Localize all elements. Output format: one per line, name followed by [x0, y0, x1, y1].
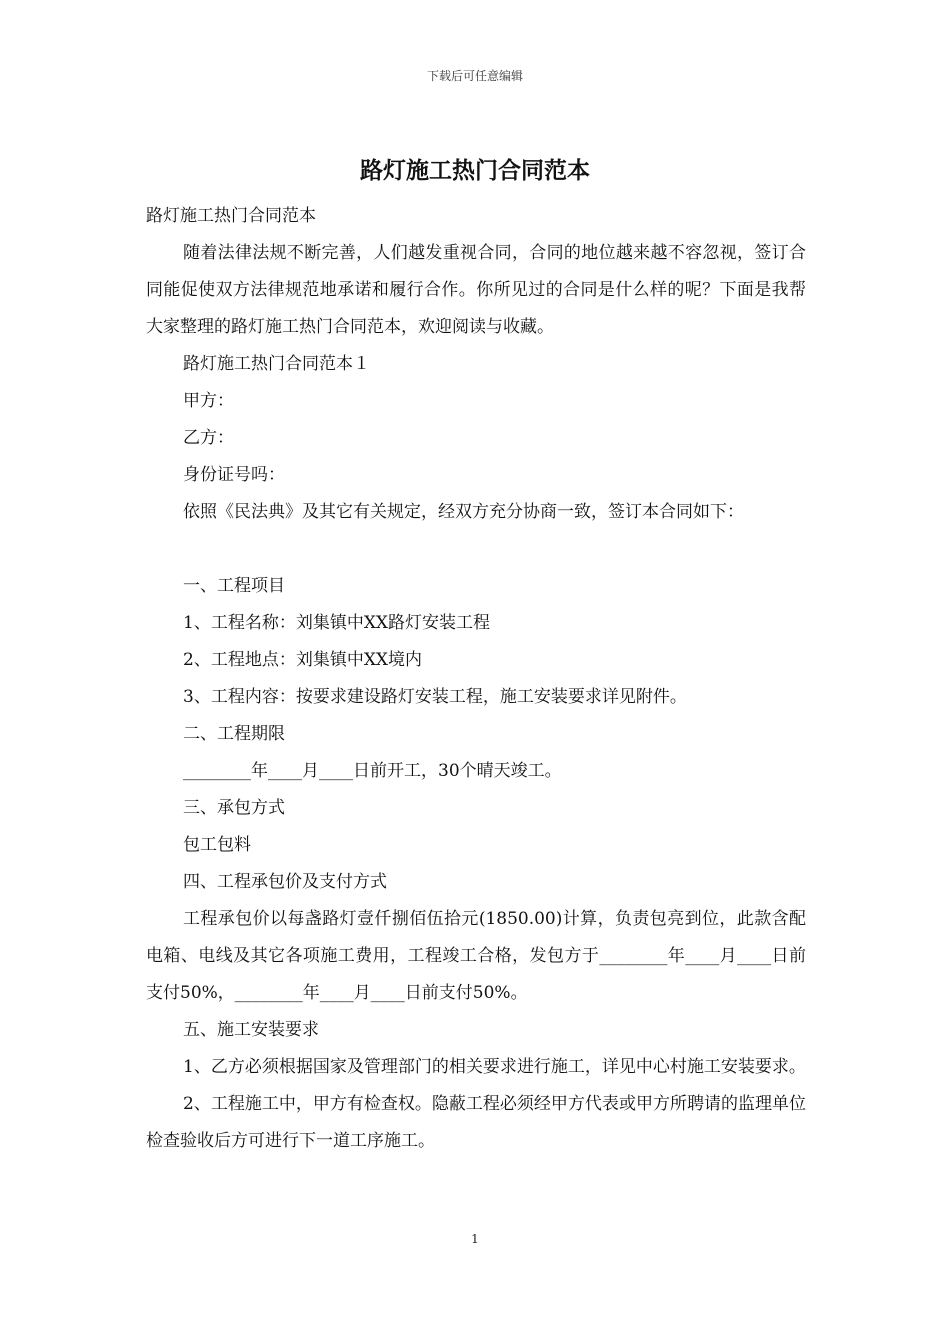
project-name-item: 1、工程名称：刘集镇中XX路灯安装工程 — [183, 613, 491, 633]
document-subtitle: 路灯施工热门合同范本 — [146, 206, 316, 226]
id-number-line: 身份证号吗： — [183, 465, 285, 485]
party-b-line: 乙方： — [183, 428, 234, 448]
page-header: 下载后可任意编辑 — [426, 69, 523, 83]
page-number: 1 — [471, 1232, 479, 1246]
project-location-item: 2、工程地点：刘集镇中XX境内 — [183, 650, 423, 670]
section-3-title: 三、承包方式 — [183, 798, 285, 818]
contract-method-line: 包工包料 — [183, 835, 251, 855]
section-1-title: 一、工程项目 — [183, 576, 285, 596]
requirement-2-paragraph: 2、工程施工中，甲方有检查权。隐蔽工程必须经甲方代表或甲方所聘请的监理单位检查验收后方可进行下一道工序施工。 — [146, 1094, 806, 1151]
party-a-line: 甲方： — [183, 391, 234, 411]
requirement-1-paragraph: 1、乙方必须根据国家及管理部门的相关要求进行施工，详见中心村施工安装要求。 — [183, 1057, 806, 1077]
section-5-title: 五、施工安装要求 — [183, 1020, 319, 1040]
section-2-title: 二、工程期限 — [183, 724, 285, 744]
blank-line — [146, 531, 806, 568]
price-paragraph: 工程承包价以每盏路灯壹仟捌佰伍拾元(1850.00)计算，负责包亮到位，此款含配电箱、电线及其它各项施工费用，工程竣工合格，发包方于________年____月____日前支付50%，________年____月____日前支付50%。 — [146, 909, 807, 1003]
document-title: 路灯施工热门合同范本 — [360, 157, 590, 184]
intro-paragraph: 随着法律法规不断完善，人们越发重视合同，合同的地位越来越不容忽视，签订合同能促使双方法律规范地承诺和履行合作。你所见过的合同是什么样的呢？下面是我帮大家整理的路灯施工热门合同范本，欢迎阅读与收藏。 — [146, 243, 806, 337]
preamble-paragraph: 依照《民法典》及其它有关规定，经双方充分协商一致，签订本合同如下： — [183, 502, 744, 522]
sample-heading: 路灯施工热门合同范本１ — [183, 354, 370, 374]
period-line: ________年____月____日前开工，30个晴天竣工。 — [183, 761, 562, 781]
project-content-item: 3、工程内容：按要求建设路灯安装工程，施工安装要求详见附件。 — [183, 687, 687, 707]
section-4-title: 四、工程承包价及支付方式 — [183, 872, 387, 892]
document-body — [146, 198, 806, 1160]
